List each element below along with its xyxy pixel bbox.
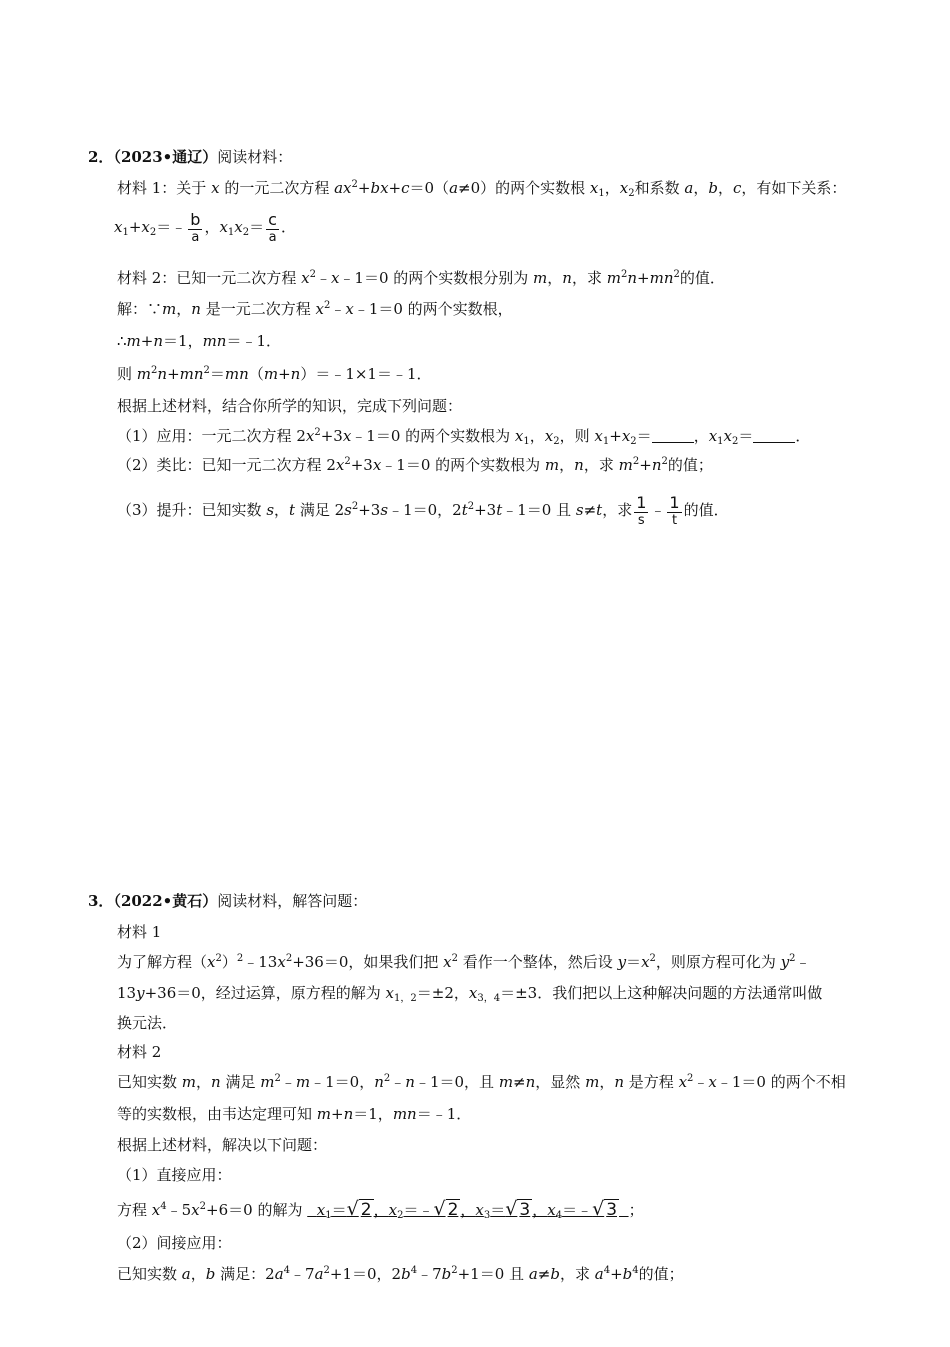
answer-blank-sum[interactable] bbox=[652, 428, 694, 443]
q2-source: （2023•通辽） bbox=[113, 148, 218, 166]
q3-material1-line1: 为了解方程$(x^2)^2﹣13x^2+36=0$，如果我们把 $x^2$ 看作一个整体，然后设 $y=x^2$，则原方程可化为 $y^2﹣$ bbox=[117, 953, 811, 971]
q3-material1-line2: 13y+36＝0，经过运算，原方程的解为 $x_{1,2}=\pm 2$，$x_{3,4}=\pm 3$．我们把以上这种解决问题的方法通常叫做 bbox=[117, 984, 823, 1004]
q3-ask: 根据上述材料，解决以下问题： bbox=[117, 1136, 328, 1154]
q3-material1-title: 材料 1 bbox=[117, 923, 162, 941]
q3-header bbox=[88, 891, 367, 911]
fraction-one-over-t: $\frac{1}{t}$ bbox=[669, 492, 680, 528]
q3-material2-title: 材料 2 bbox=[117, 1043, 162, 1061]
q2-part3: （3）提升：已知实数 s，t 满足 $2s^2+3s﹣1=0$，$2t^2+3t﹣1=0$ 且 s≠t，求 $\frac{1}{s}$ ﹣ $\frac{1}{t}$ 的值． bbox=[117, 492, 729, 528]
fraction-c-over-a: $\frac{c}{a}$ bbox=[268, 209, 277, 245]
q3-number: 3． bbox=[88, 892, 114, 910]
q2-ask: 根据上述材料，结合你所学的知识，完成下列问题： bbox=[117, 397, 463, 415]
q3-part1-title: （1）直接应用： bbox=[117, 1166, 232, 1184]
q3-part1-answer: $x_1=√$ 2 ，$x_2=﹣√$ 2 ，$x_3=√$ 3 ，$x_4=﹣√$ 3 bbox=[316, 1198, 618, 1221]
q3-part2-line: 已知实数 a，b 满足：$2a^4﹣7a^2+1=0$，$2b^4﹣7b^2+1=0$ 且 a≠b，求 $a^4+b^4$的值； bbox=[117, 1265, 684, 1283]
q2-solution-3: 则 $m^2n+mn^2=mn(m+n)=﹣1\times 1=﹣1$． bbox=[117, 365, 432, 383]
q2-solution-1: 解：∵m，n 是一元二次方程 $x^2﹣x﹣1=0$ 的两个实数根， bbox=[117, 300, 513, 318]
q3-intro: 阅读材料，解答问题： bbox=[217, 892, 368, 910]
q2-vieta-formula: $x_1+x_2=﹣$ $\frac{b}{a}$ ，$x_1x_2=$ $\frac{c}{a}$ ． bbox=[114, 209, 296, 245]
q2-solution-2: ∴m+n＝1，mn＝﹣1． bbox=[117, 332, 282, 350]
q3-part1-answer-line: 方程 $x^4﹣5x^2+6=0$ 的解为 $x_1=√$ 2 ，$x_2=﹣√$ 2 ，$x_3=√$ 3 ，$x_4=﹣√$ 3 ； bbox=[117, 1198, 644, 1221]
q3-part2-title: （2）间接应用： bbox=[117, 1234, 232, 1252]
q2-part2: （2）类比：已知一元二次方程 $2x^2+3x﹣1=0$ 的两个实数根为 m，n，求 $m^2+n^2$的值； bbox=[117, 456, 713, 474]
q3-source: （2022•黄石） bbox=[113, 892, 218, 910]
q2-number: 2． bbox=[88, 148, 114, 166]
q3-material2-line2: 等的实数根，由韦达定理可知 m+n＝1，mn＝﹣1． bbox=[117, 1105, 472, 1123]
q3-material1-line3: 换元法． bbox=[117, 1014, 178, 1032]
q2-header bbox=[88, 147, 292, 167]
q2-intro: 阅读材料： bbox=[217, 148, 293, 166]
answer-blank-product[interactable] bbox=[753, 428, 795, 443]
q2-material1: 材料 1：关于 x 的一元二次方程 $ax^2+bx+c=0(a\ne 0)$的两个实数根 $x_1$，$x_2$和系数 a，b，c，有如下关系： bbox=[117, 179, 847, 199]
fraction-b-over-a: $\frac{b}{a}$ bbox=[190, 209, 201, 245]
fraction-one-over-s: $\frac{1}{s}$ bbox=[636, 492, 647, 528]
q3-material2-line1: 已知实数 m，n 满足 $m^2﹣m﹣1=0$，$n^2﹣n﹣1=0$，且 m≠n，显然 m，n 是方程 $x^2﹣x﹣1=0$ 的两个不相 bbox=[117, 1073, 846, 1091]
q2-part1: （1）应用：一元二次方程 $2x^2+3x﹣1=0$ 的两个实数根为 $x_1$，$x_2$，则 $x_1+x_2=$ ，$x_1x_2=$ ． bbox=[117, 427, 811, 447]
q2-material2: 材料 2：已知一元二次方程 $x^2﹣x﹣1=0$ 的两个实数根分别为 m，n，求 $m^2n+mn^2$的值． bbox=[117, 269, 725, 287]
